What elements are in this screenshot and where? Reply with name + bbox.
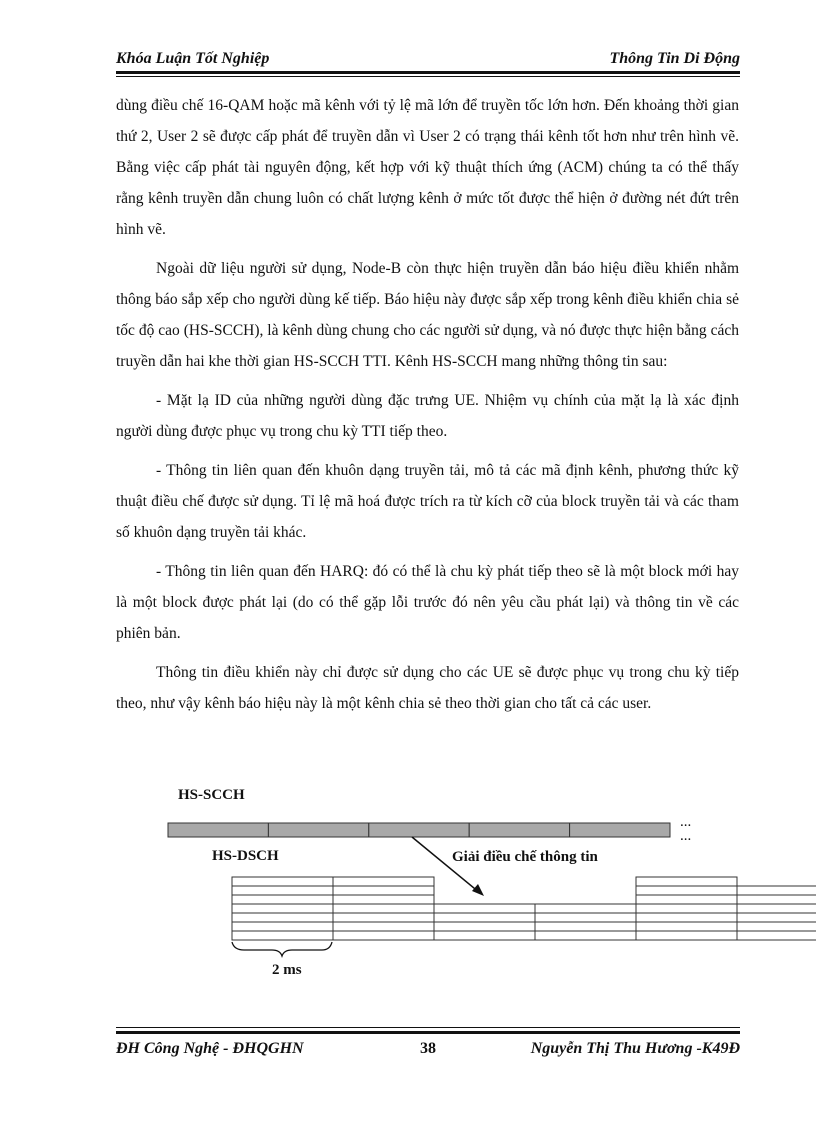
duration-label: 2 ms — [272, 962, 302, 978]
figure-drawing — [0, 770, 816, 990]
hs-scch-slot — [369, 823, 469, 837]
paragraph: Ngoài dữ liệu người sử dụng, Node-B còn thực hiện truyền dẫn báo hiệu điều khiển nhằm thông báo sắp xếp cho người dùng kế tiếp. Báo hiệu này được sắp xếp trong kênh điều khiển chia sẻ tốc độ cao (HS-SCCH), là kênh dùng chung cho các người sử dụng, và nó được thực hiện bằng cách truyền dẫn hai khe thời gian HS-SCCH TTI. Kênh HS-SCCH mang những thông tin sau: — [116, 260, 739, 370]
paragraph: - Thông tin liên quan đến khuôn dạng truyền tải, mô tả các mã định kênh, phương thức kỹ thuật điều chế được sử dụng. Tỉ lệ mã hoá được trích ra từ kích cỡ của block truyền tải và các tham số khuôn dạng truyền tải khác. — [116, 462, 739, 541]
header-right-title: Thông Tin Di Động — [609, 50, 740, 67]
arrow-label: Giải điều chế thông tin — [452, 849, 598, 865]
footer-left: ĐH Công Nghệ - ĐHQGHN — [116, 1040, 304, 1057]
page-footer — [116, 1027, 740, 1067]
paragraph: - Mặt lạ ID của những người dùng đặc trưng UE. Nhiệm vụ chính của mặt lạ là xác định người dùng được phục vụ trong chu kỳ TTI tiếp theo. — [116, 392, 739, 440]
footer-rule-thick — [116, 1031, 740, 1034]
footer-right: Nguyễn Thị Thu Hương -K49Đ — [530, 1040, 740, 1057]
hs-scch-slot — [570, 823, 670, 837]
hs-scch-slot — [168, 823, 268, 837]
page-header — [116, 46, 740, 76]
page-number: 38 — [420, 1040, 436, 1057]
duration-brace — [232, 942, 332, 956]
footer-rule-thin — [116, 1027, 740, 1028]
header-rule-thin — [116, 76, 740, 77]
hs-channel-figure — [0, 770, 816, 990]
hs-scch-slot — [469, 823, 569, 837]
header-rule-thick — [116, 71, 740, 74]
body-text — [116, 90, 739, 727]
hs-dsch-label: HS-DSCH — [212, 848, 279, 864]
hs-scch-label: HS-SCCH — [178, 787, 245, 803]
header-left-title: Khóa Luận Tốt Nghiệp — [116, 50, 270, 67]
paragraph: Thông tin điều khiển này chỉ được sử dụng cho các UE sẽ được phục vụ trong chu kỳ tiếp theo, như vậy kênh báo hiệu này là một kênh chia sẻ theo thời gian cho tất cả các user. — [116, 664, 739, 712]
ellipsis-top: ... — [680, 814, 692, 830]
ellipsis-bottom: ... — [680, 828, 692, 844]
hs-scch-slot — [268, 823, 368, 837]
paragraph: - Thông tin liên quan đến HARQ: đó có thể là chu kỳ phát tiếp theo sẽ là một block mới hay là một block được phát lại (do có thể gặp lỗi trước đó nên yêu cầu phát lại) và thông tin về các phiên bản. — [116, 563, 739, 642]
paragraph: dùng điều chế 16-QAM hoặc mã kênh với tỷ lệ mã lớn để truyền tốc lớn hơn. Đến khoảng thời gian thứ 2, User 2 sẽ được cấp phát để truyền dẫn vì User 2 có trạng thái kênh tốt hơn như trên hình vẽ. Bằng việc cấp phát tài nguyên động, kết hợp với kỹ thuật thích ứng (ACM) chúng ta có thể thấy rằng kênh truyền dẫn chung luôn có chất lượng kênh ở mức tốt được thể hiện ở đường nét đứt trên hình vẽ. — [116, 97, 739, 238]
arrow-head — [472, 884, 484, 896]
